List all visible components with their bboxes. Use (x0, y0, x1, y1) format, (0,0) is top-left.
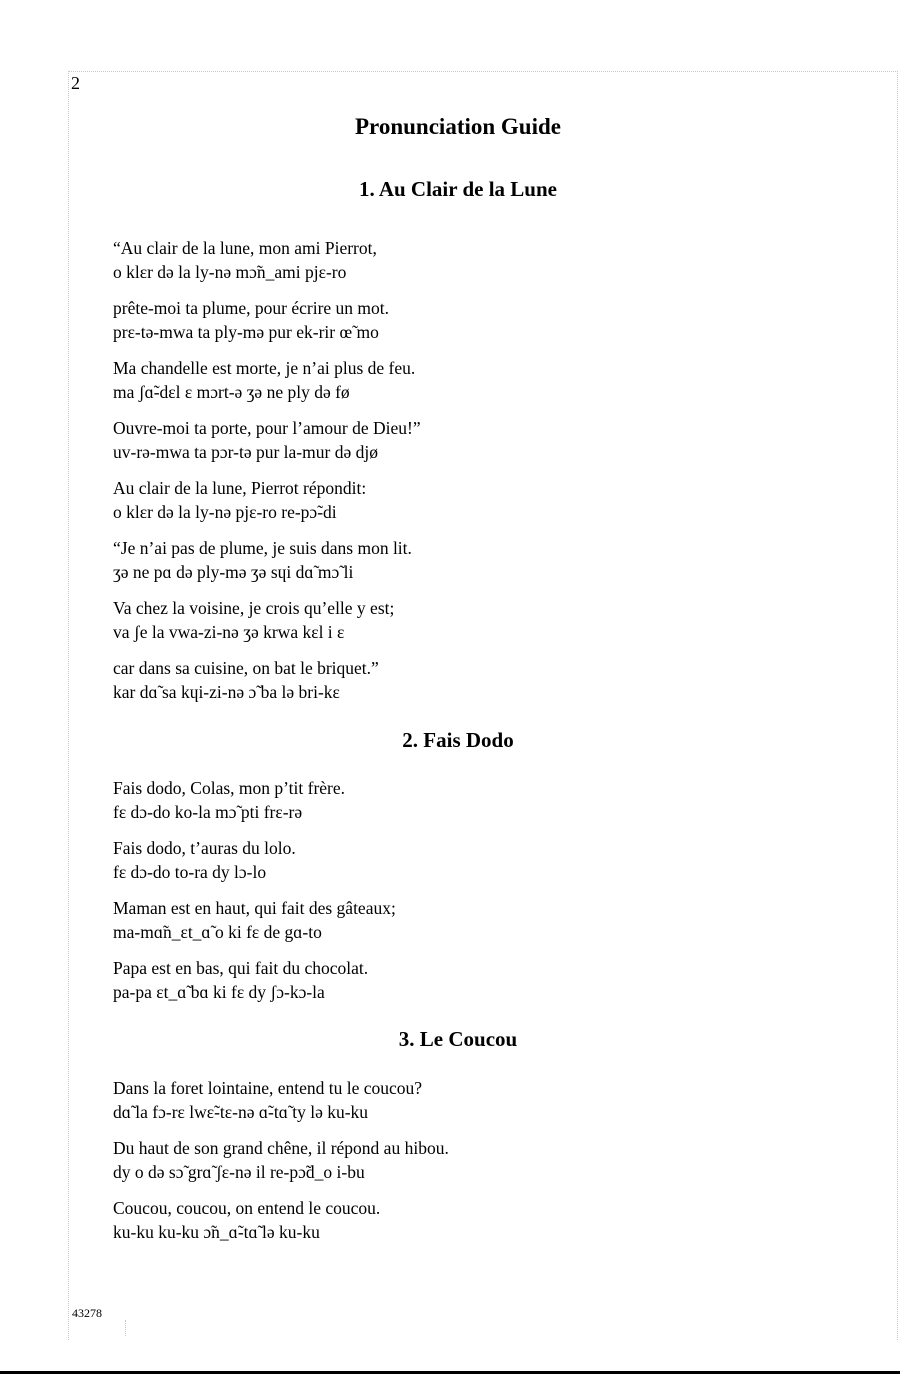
lyric-ipa: ʒə ne pɑ də ply-mə ʒə sɥi dɑ̃ mɔ̃ li (113, 562, 354, 582)
lyric-text: Fais dodo, Colas, mon p’tit frère. (113, 778, 346, 798)
lyric-text: Ma chandelle est morte, je n’ai plus de feu. (113, 358, 416, 378)
crop-mark (125, 1320, 127, 1336)
page-title: Pronunciation Guide (355, 114, 561, 139)
lyric-pair (113, 836, 833, 884)
lyric-ipa: dɑ̃ la fɔ-rɛ lwɛ̃-tɛ-nə ɑ̃-tɑ̃ ty lə ku-ku (113, 1102, 369, 1122)
lyric-text: “Au clair de la lune, mon ami Pierrot, (113, 238, 377, 258)
lyric-pair (113, 356, 833, 404)
lyric-text: Va chez la voisine, je crois qu’elle y est; (113, 598, 395, 618)
lyric-text: Dans la foret lointaine, entend tu le coucou? (113, 1078, 423, 1098)
section-heading-le-coucou: 3. Le Coucou (398, 1027, 518, 1051)
lyric-pair (113, 416, 833, 464)
lyric-pair (113, 1136, 833, 1184)
lyric-text: Au clair de la lune, Pierrot répondit: (113, 478, 367, 498)
lyric-text: “Je n’ai pas de plume, je suis dans mon lit. (113, 538, 412, 558)
footer-code: 43278 (72, 1306, 102, 1320)
lyric-ipa: kar dɑ̃ sa kɥi-zi-nə ɔ̃ ba lə bri-kɛ (113, 682, 340, 702)
lyric-ipa: o klɛr də la ly-nə mɔ̃n_ami pjɛ-ro (113, 262, 347, 282)
lyric-pair (113, 236, 833, 284)
lyric-pair (113, 776, 833, 824)
lyric-text: Fais dodo, t’auras du lolo. (113, 838, 296, 858)
section-lines-au-clair-de-la-lune (113, 236, 833, 716)
lyric-pair (113, 956, 833, 1004)
lyric-ipa: va ʃe la vwa-zi-nə ʒə krwa kɛl i ɛ (113, 622, 345, 642)
section-lines-le-coucou (113, 1076, 833, 1256)
lyric-text: car dans sa cuisine, on bat le briquet.” (113, 658, 379, 678)
section-heading-au-clair-de-la-lune: 1. Au Clair de la Lune (359, 177, 557, 201)
lyric-pair (113, 296, 833, 344)
lyric-ipa: ma-mɑ̃n_ɛt_ɑ̃ o ki fɛ de gɑ-to (113, 922, 322, 942)
lyric-ipa: ku-ku ku-ku ɔ̃n_ɑ̃-tɑ̃ lə ku-ku (113, 1222, 320, 1242)
lyric-pair (113, 476, 833, 524)
lyric-ipa: fɛ dɔ-do to-ra dy lɔ-lo (113, 862, 267, 882)
lyric-pair (113, 596, 833, 644)
lyric-ipa: dy o də sɔ̃ grɑ̃ ʃɛ-nə il re-pɔ̃d_o i-bu (113, 1162, 365, 1182)
lyric-ipa: o klɛr də la ly-nə pjɛ-ro re-pɔ̃-di (113, 502, 337, 522)
lyric-ipa: fɛ dɔ-do ko-la mɔ̃ pti frɛ-rə (113, 802, 303, 822)
lyric-text: Du haut de son grand chêne, il répond au hibou. (113, 1138, 449, 1158)
lyric-ipa: prɛ-tə-mwa ta ply-mə pur ek-rir œ̃ mo (113, 322, 379, 342)
lyric-text: Maman est en haut, qui fait des gâteaux; (113, 898, 396, 918)
lyric-pair (113, 536, 833, 584)
lyric-text: prête-moi ta plume, pour écrire un mot. (113, 298, 390, 318)
lyric-pair (113, 896, 833, 944)
page-number: 2 (71, 73, 80, 93)
lyric-pair (113, 1196, 833, 1244)
lyric-pair (113, 1076, 833, 1124)
lyric-ipa: pa-pa ɛt_ɑ̃ bɑ ki fɛ dy ʃɔ-kɔ-la (113, 982, 325, 1002)
lyric-text: Ouvre-moi ta porte, pour l’amour de Dieu!” (113, 418, 421, 438)
section-lines-fais-dodo (113, 776, 833, 1016)
lyric-text: Papa est en bas, qui fait du chocolat. (113, 958, 369, 978)
lyric-ipa: ma ʃɑ̃-dɛl ɛ mɔrt-ə ʒə ne ply də fø (113, 382, 350, 402)
lyric-pair (113, 656, 833, 704)
lyric-text: Coucou, coucou, on entend le coucou. (113, 1198, 381, 1218)
section-heading-fais-dodo: 2. Fais Dodo (402, 728, 514, 752)
lyric-ipa: uv-rə-mwa ta pɔr-tə pur la-mur də djø (113, 442, 378, 462)
